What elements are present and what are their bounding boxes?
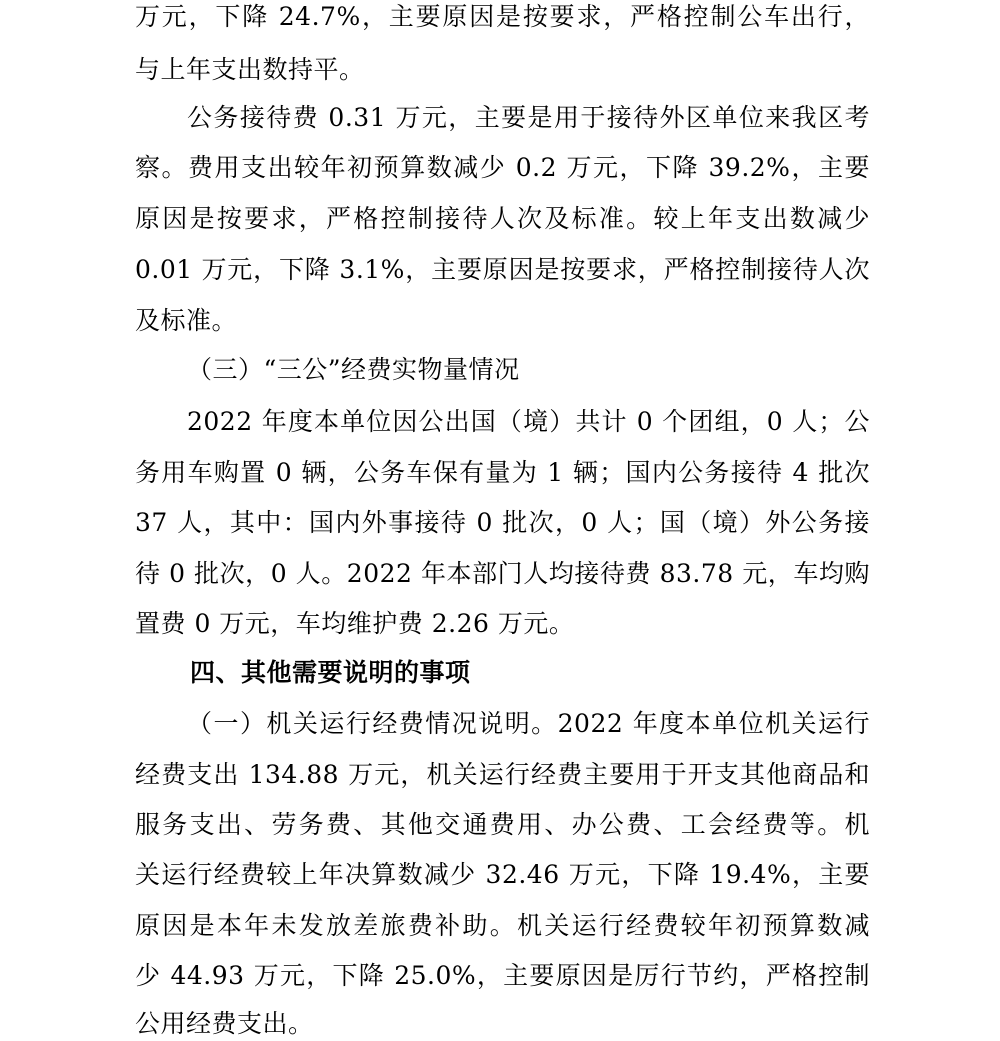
section-subheading: （三）“三公”经费实物量情况 [187, 355, 520, 384]
paragraph-line: 0.01 万元，下降 3.1%，主要原因是按要求，严格控制接待人次 [135, 255, 870, 284]
paragraph-line: 服务支出、劳务费、其他交通费用、办公费、工会经费等。机 [135, 810, 870, 839]
paragraph-line: （一）机关运行经费情况说明。2022 年度本单位机关运行 [187, 709, 870, 738]
section-heading: 四、其他需要说明的事项 [190, 658, 471, 687]
paragraph-line: 少 44.93 万元，下降 25.0%，主要原因是厉行节约，严格控制 [135, 961, 870, 990]
paragraph-line: 及标准。 [135, 306, 238, 335]
paragraph-line: 原因是按要求，严格控制接待人次及标准。较上年支出数减少 [135, 204, 870, 233]
paragraph-line: 万元，下降 24.7%，主要原因是按要求，严格控制公车出行， [135, 2, 870, 31]
paragraph-line: 置费 0 万元，车均维护费 2.26 万元。 [135, 609, 575, 638]
paragraph-line: 原因是本年未发放差旅费补助。机关运行经费较年初预算数减 [135, 911, 870, 940]
paragraph-line: 公用经费支出。 [135, 1009, 314, 1038]
paragraph-line: 37 人，其中：国内外事接待 0 批次，0 人；国（境）外公务接 [135, 508, 870, 537]
paragraph-line: 察。费用支出较年初预算数减少 0.2 万元，下降 39.2%，主要 [135, 153, 870, 182]
paragraph-line: 务用车购置 0 辆，公务车保有量为 1 辆；国内公务接待 4 批次 [135, 458, 870, 487]
paragraph-line: 待 0 批次，0 人。2022 年本部门人均接待费 83.78 元，车均购 [135, 559, 870, 588]
paragraph-line: 经费支出 134.88 万元，机关运行经费主要用于开支其他商品和 [135, 760, 870, 789]
paragraph-line: 与上年支出数持平。 [135, 55, 365, 84]
paragraph-line: 公务接待费 0.31 万元，主要是用于接待外区单位来我区考 [187, 103, 870, 132]
paragraph-line: 2022 年度本单位因公出国（境）共计 0 个团组，0 人；公 [187, 407, 870, 436]
paragraph-line: 关运行经费较上年决算数减少 32.46 万元，下降 19.4%，主要 [135, 860, 870, 889]
